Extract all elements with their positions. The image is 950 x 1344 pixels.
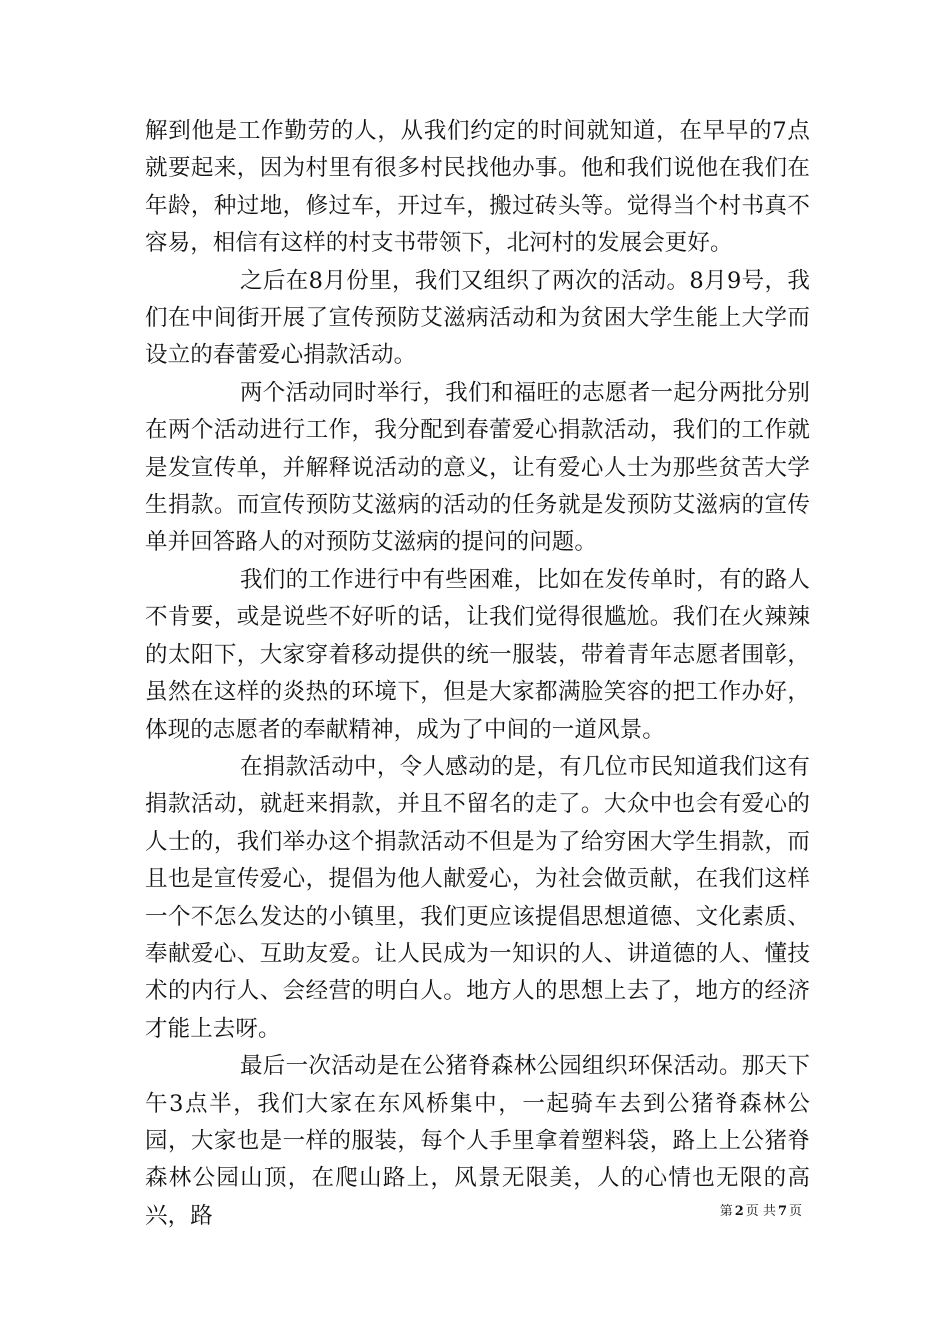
document-body [145, 113, 810, 1235]
footer-total-pages: 7 [777, 1204, 787, 1219]
footer-suffix: 页 [788, 1204, 802, 1219]
footer-prefix: 第 [719, 1204, 733, 1219]
page-number-footer [720, 1200, 802, 1219]
paragraph-6: 最后一次活动是在公猪脊森林公园组织环保活动。那天下午3点半，我们大家在东风桥集中，一起骑车去到公猪脊森林公园，大家也是一样的服装，每个人手里拿着塑料袋，路上上公猪脊森林公园山顶，在爬山路上，风景无限美，人的心情也无限的高兴，路 [145, 1053, 810, 1229]
footer-middle: 页 共 [745, 1204, 776, 1219]
paragraph-2: 之后在8月份里，我们又组织了两次的活动。8月9号，我们在中间街开展了宣传预防艾滋病活动和为贫困大学生能上大学而设立的春蕾爱心捐款活动。 [145, 267, 810, 369]
paragraph-3: 两个活动同时举行，我们和福旺的志愿者一起分两批分别在两个活动进行工作，我分配到春蕾爱心捐款活动，我们的工作就是发宣传单，并解释说活动的意义，让有爱心人士为那些贫苦大学生捐款。而宣传预防艾滋病的活动的任务就是发预防艾滋病的宣传单并回答路人的对预防艾滋病的提问的问题。 [145, 379, 810, 556]
paragraph-5: 在捐款活动中，令人感动的是，有几位市民知道我们这有捐款活动，就赶来捐款，并且不留名的走了。大众中也会有爱心的人士的，我们举办这个捐款活动不但是为了给穷困大学生捐款，而且也是宣传爱心，提倡为他人献爱心，为社会做贡献，在我们这样一个不怎么发达的小镇里，我们更应该提倡思想道德、文化素质、奉献爱心、互助友爱。让人民成为一知识的人、讲道德的人、懂技术的内行人、会经营的明白人。地方人的思想上去了，地方的经济才能上去呀。 [145, 753, 810, 1042]
paragraph-4: 我们的工作进行中有些困难，比如在发传单时，有的路人不肯要，或是说些不好听的话，让我们觉得很尴尬。我们在火辣辣的太阳下，大家穿着移动提供的统一服装，带着青年志愿者围彰，虽然在这样的炎热的环境下，但是大家都满脸笑容的把工作办好，体现的志愿者的奉献精神，成为了中间的一道风景。 [145, 566, 810, 743]
paragraph-1: 解到他是工作勤劳的人，从我们约定的时间就知道，在早早的7点就要起来，因为村里有很多村民找他办事。他和我们说他在我们在年龄，种过地，修过车，开过车，搬过砖头等。觉得当个村书真不容易，相信有这样的村支书带领下，北河村的发展会更好。 [145, 118, 810, 257]
footer-current-page: 2 [734, 1204, 744, 1219]
